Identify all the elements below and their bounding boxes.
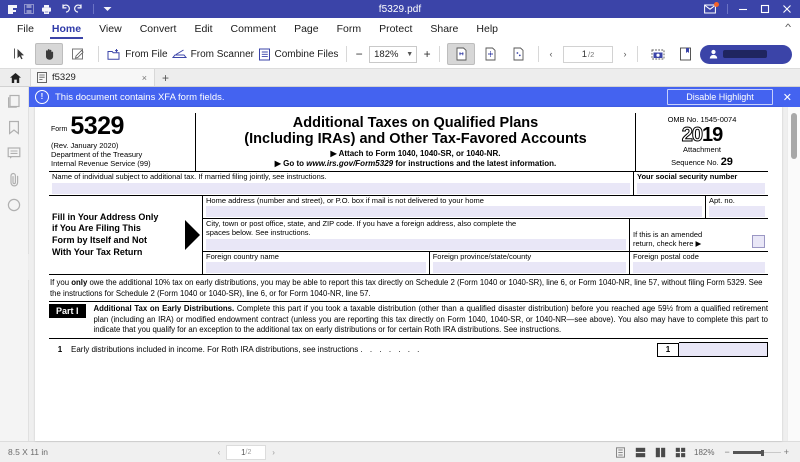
form-department-line1: Department of the Treasury <box>51 149 143 159</box>
ssn-label: Your social security number <box>637 172 738 181</box>
document-viewer <box>29 87 800 441</box>
undo-icon[interactable] <box>57 3 69 15</box>
schedule2-note <box>49 275 768 302</box>
ribbon-toolbar <box>0 40 800 69</box>
page-navigation <box>545 46 631 63</box>
zoom-slider-fill <box>733 451 763 454</box>
tax-year-century: 20 <box>681 124 702 146</box>
from-file-label: From File <box>125 48 168 60</box>
print-icon[interactable] <box>40 3 52 15</box>
redo-icon[interactable] <box>74 3 86 15</box>
fit-page-icon[interactable] <box>477 44 503 64</box>
name-cell <box>49 172 634 195</box>
home-address-row <box>203 196 768 220</box>
tax-year <box>638 125 766 145</box>
page-number-input[interactable] <box>563 46 613 63</box>
document-tab[interactable] <box>30 69 155 86</box>
address-instruction-column <box>49 196 203 275</box>
pointer-arrow-icon <box>185 220 200 250</box>
line-1-leader-dots: . . . . . . . <box>360 345 422 355</box>
amended-line1: If this is an amended <box>633 230 703 240</box>
document-tab-label: f5329 <box>52 72 76 83</box>
page-canvas <box>29 107 788 441</box>
name-ssn-row <box>49 172 768 196</box>
amended-line2: return, check here ▶ <box>633 238 702 248</box>
irs-url[interactable]: www.irs.gov/Form5329 <box>306 159 394 169</box>
next-page-button[interactable]: › <box>623 49 627 59</box>
foreign-country-label: Foreign country name <box>206 251 279 261</box>
zoom-slider-knob[interactable] <box>761 450 764 456</box>
continuous-view-icon[interactable] <box>614 446 627 458</box>
ssn-input[interactable] <box>637 183 765 194</box>
menu-item-page[interactable]: Page <box>294 23 319 35</box>
ribbon-divider-3 <box>439 46 440 62</box>
part-1-body: Complete this part if you took a taxable distribution (other than a qualified disaster distribution) before you reached age 59½ from a qualified retirement plan (including an IRA) or modified endowment contract (unless you are reporting this tax directly on Form 1040, 1040-SR, or 1040-NR—see above). You also may have to complete this part to indicate that you qualify for an exception to the additional tax on early distributions or for certain Roth IRA distributions. See instructions. <box>93 304 769 335</box>
notification-message: This document contains XFA form fields. <box>55 91 225 103</box>
city-input[interactable] <box>206 239 626 250</box>
form-identity-block <box>49 113 196 171</box>
attachment-label: Attachment <box>683 145 721 154</box>
amended-cell <box>630 219 768 250</box>
account-name-redacted <box>723 50 767 58</box>
apt-input[interactable] <box>709 206 765 217</box>
part-1-section <box>49 302 768 339</box>
ribbon-divider-1 <box>98 46 99 62</box>
foreign-postal-input[interactable] <box>633 262 765 273</box>
zoom-in-button[interactable]: + <box>423 47 431 61</box>
document-icon <box>37 72 47 83</box>
menu-item-protect[interactable]: Protect <box>379 23 413 35</box>
user-icon <box>709 49 718 59</box>
form-title-block <box>196 113 636 171</box>
foreign-country-cell <box>203 252 430 275</box>
form-header <box>49 113 768 172</box>
fit-width-icon[interactable] <box>505 44 531 64</box>
status-page-total: /2 <box>245 448 252 456</box>
note-emphasis: only <box>71 278 88 288</box>
menu-item-view[interactable]: View <box>99 23 122 35</box>
single-page-view-icon[interactable] <box>447 43 475 65</box>
name-label: Name of individual subject to additional tax. If married filing jointly, see instructions. <box>52 172 327 181</box>
menu-item-share[interactable]: Share <box>430 23 459 35</box>
menu-bar <box>0 18 800 40</box>
goto-suffix: for instructions and the latest information. <box>393 159 557 169</box>
address-block <box>49 196 768 276</box>
city-label-line2: spaces below. See instructions. <box>206 227 311 237</box>
form-attach-line: ▶ Attach to Form 1040, 1040-SR, or 1040-NR. <box>330 149 501 159</box>
combine-files-button[interactable] <box>257 44 339 64</box>
address-instruction-line4: With Your Tax Return <box>52 246 143 257</box>
menu-item-edit[interactable]: Edit <box>194 23 213 35</box>
save-icon[interactable] <box>23 3 35 15</box>
hand-icon[interactable] <box>35 43 63 65</box>
menu-item-file[interactable]: File <box>17 23 34 35</box>
address-instruction-line1: Fill in Your Address Only <box>52 211 159 222</box>
menu-item-home[interactable]: Home <box>43 18 90 40</box>
city-label-line1: City, town or post office, state, and ZIP code. If you have a foreign address, also complete the <box>206 219 517 229</box>
notification-dot <box>714 2 719 7</box>
sequence-number <box>638 156 766 169</box>
form-omb-block <box>636 113 768 171</box>
snapshot-icon[interactable] <box>645 44 671 64</box>
sequence-value: 29 <box>720 155 733 168</box>
foreign-postal-label: Foreign postal code <box>633 251 699 261</box>
info-icon: ! <box>35 90 49 104</box>
part-1-badge: Part I <box>49 304 86 318</box>
form-department-line2: Internal Revenue Service (99) <box>51 159 151 169</box>
amended-checkbox[interactable] <box>752 235 765 248</box>
city-cell <box>203 219 630 250</box>
minimize-button[interactable] <box>732 0 754 18</box>
select-icon[interactable] <box>7 44 33 64</box>
amended-text <box>633 231 748 248</box>
customize-dropdown-icon[interactable] <box>101 3 113 15</box>
foreign-country-input[interactable] <box>206 262 426 273</box>
apt-cell <box>706 196 768 219</box>
form-title-line2: (Including IRAs) and Other Tax-Favored Accounts <box>244 131 587 148</box>
tax-year-value: 19 <box>702 124 723 146</box>
page-size-label: 8.5 X 11 in <box>8 447 49 457</box>
bookmark-icon[interactable] <box>673 44 699 64</box>
status-zoom-in-button[interactable]: + <box>783 447 789 457</box>
address-fields-column <box>203 196 768 275</box>
zoom-controls <box>353 46 433 63</box>
maximize-button[interactable] <box>754 0 776 18</box>
title-bar <box>0 0 800 18</box>
note-prefix: If you <box>50 278 72 288</box>
home-address-input[interactable] <box>206 206 702 217</box>
line-1-box-number: 1 <box>657 343 679 357</box>
page-number-value: 1 <box>581 48 588 60</box>
ribbon-divider-2 <box>346 46 347 62</box>
pdf-page[interactable] <box>35 107 782 441</box>
window-controls <box>697 0 800 18</box>
address-instruction-line3: Form by Itself and Not <box>52 234 148 245</box>
status-page-value: 1 <box>241 447 246 457</box>
combine-files-label: Combine Files <box>274 48 339 60</box>
form-number: 5329 <box>70 112 124 140</box>
zoom-slider-track[interactable] <box>733 452 781 453</box>
status-zoom-label: 182% <box>694 447 715 457</box>
paperclip-icon[interactable] <box>6 171 22 187</box>
from-file-button[interactable] <box>106 44 169 64</box>
form-revision: (Rev. January 2020) <box>51 140 119 150</box>
account-button[interactable] <box>700 45 792 64</box>
ribbon-divider-4 <box>538 46 539 62</box>
irs-form-5329 <box>49 113 768 357</box>
sequence-label: Sequence No. <box>671 157 721 167</box>
comment-icon[interactable] <box>6 145 22 161</box>
from-scanner-label: From Scanner <box>190 48 254 60</box>
from-scanner-button[interactable] <box>171 44 255 64</box>
omb-number: OMB No. 1545-0074 <box>667 115 737 124</box>
disable-highlight-button[interactable]: Disable Highlight <box>667 89 773 105</box>
previous-page-button[interactable]: ‹ <box>549 49 553 59</box>
close-button[interactable] <box>776 0 798 18</box>
mail-icon[interactable] <box>697 0 723 18</box>
foreign-province-label: Foreign province/state/county <box>432 251 532 261</box>
goto-prefix: ▶ Go to <box>274 159 307 169</box>
part-1-title: Additional Tax on Early Distributions. <box>93 304 235 314</box>
line-1-text <box>71 345 657 354</box>
form-goto-line <box>198 159 633 168</box>
circle-icon[interactable] <box>6 197 22 213</box>
chevron-down-icon[interactable]: ▼ <box>406 50 414 58</box>
home-address-label: Home address (number and street), or P.O. box if mail is not delivered to your home <box>206 195 484 205</box>
status-view-controls <box>614 446 792 458</box>
status-zoom-out-button[interactable]: − <box>724 447 730 457</box>
collapse-ribbon-chevron-icon[interactable]: ^ <box>784 22 791 32</box>
xfa-notification-bar <box>29 87 800 107</box>
quick-access-toolbar <box>0 3 113 15</box>
foreign-province-input[interactable] <box>433 262 626 273</box>
zoom-level-input[interactable] <box>369 46 417 63</box>
window-controls-divider <box>727 4 728 14</box>
document-tab-strip <box>0 69 800 87</box>
address-instruction-text <box>52 212 185 259</box>
left-navigation-rail <box>0 87 29 441</box>
bookmark-icon[interactable] <box>6 119 22 135</box>
name-input[interactable] <box>52 183 630 194</box>
vertical-scrollbar[interactable] <box>787 107 800 441</box>
status-page-input[interactable] <box>226 445 266 460</box>
status-next-page-button[interactable]: › <box>272 447 275 457</box>
window-title: f5329.pdf <box>378 3 422 15</box>
menu-item-help[interactable]: Help <box>476 23 498 35</box>
foreign-row <box>203 252 768 275</box>
menu-item-convert[interactable]: Convert <box>139 23 177 35</box>
note-body: owe the additional 10% tax on early distributions, you may be able to report this tax directly on Schedule 2 (Form 1040 or 1040-SR), line 6, or Form 1040-NR, line 57, without filing Form 5329. See the instructions for Schedule 2 (Form 1040 or 1040-SR), line 6, or for Form 1040-NR, line 57. <box>50 278 763 298</box>
zoom-slider[interactable] <box>721 447 792 457</box>
form-label: Form <box>51 126 68 133</box>
qat-divider <box>93 4 94 14</box>
menu-item-comment[interactable]: Comment <box>230 23 277 35</box>
status-page-navigation <box>218 445 275 460</box>
pages-icon[interactable] <box>6 93 22 109</box>
workspace <box>0 87 800 441</box>
single-view-icon[interactable] <box>634 446 647 458</box>
status-bar <box>0 441 800 462</box>
city-row <box>203 219 768 251</box>
close-notification-icon[interactable]: ✕ <box>782 91 792 104</box>
two-page-view-icon[interactable] <box>654 446 667 458</box>
zoom-out-button[interactable]: − <box>355 47 363 61</box>
grid-view-icon[interactable] <box>674 446 687 458</box>
ssn-cell <box>634 172 768 195</box>
home-tab-button[interactable] <box>0 69 30 86</box>
line-1-label: Early distributions included in income. For Roth IRA distributions, see instructions <box>71 345 359 355</box>
close-tab-icon[interactable]: × <box>141 72 147 83</box>
apt-label: Apt. no. <box>709 195 735 205</box>
part-1-description <box>94 304 768 335</box>
line-1-amount-input[interactable] <box>679 342 768 357</box>
scrollbar-thumb[interactable] <box>791 113 797 159</box>
status-previous-page-button[interactable]: ‹ <box>217 447 221 457</box>
page-total-label: /2 <box>588 49 595 59</box>
address-instruction-line2: if You Are Filing This <box>52 223 141 234</box>
ribbon-divider-5 <box>637 46 638 62</box>
foreign-postal-cell <box>630 252 768 275</box>
foreign-province-cell <box>430 252 630 275</box>
new-tab-button[interactable]: + <box>162 71 170 85</box>
zoom-level-value: 182% <box>374 48 399 60</box>
app-logo-icon <box>6 3 18 15</box>
menu-item-form[interactable]: Form <box>336 23 362 35</box>
edit-icon[interactable] <box>65 44 91 64</box>
home-address-cell <box>203 196 706 219</box>
form-line-1 <box>49 339 768 357</box>
line-1-number: 1 <box>57 345 63 355</box>
form-title-line1: Additional Taxes on Qualified Plans <box>292 115 539 131</box>
